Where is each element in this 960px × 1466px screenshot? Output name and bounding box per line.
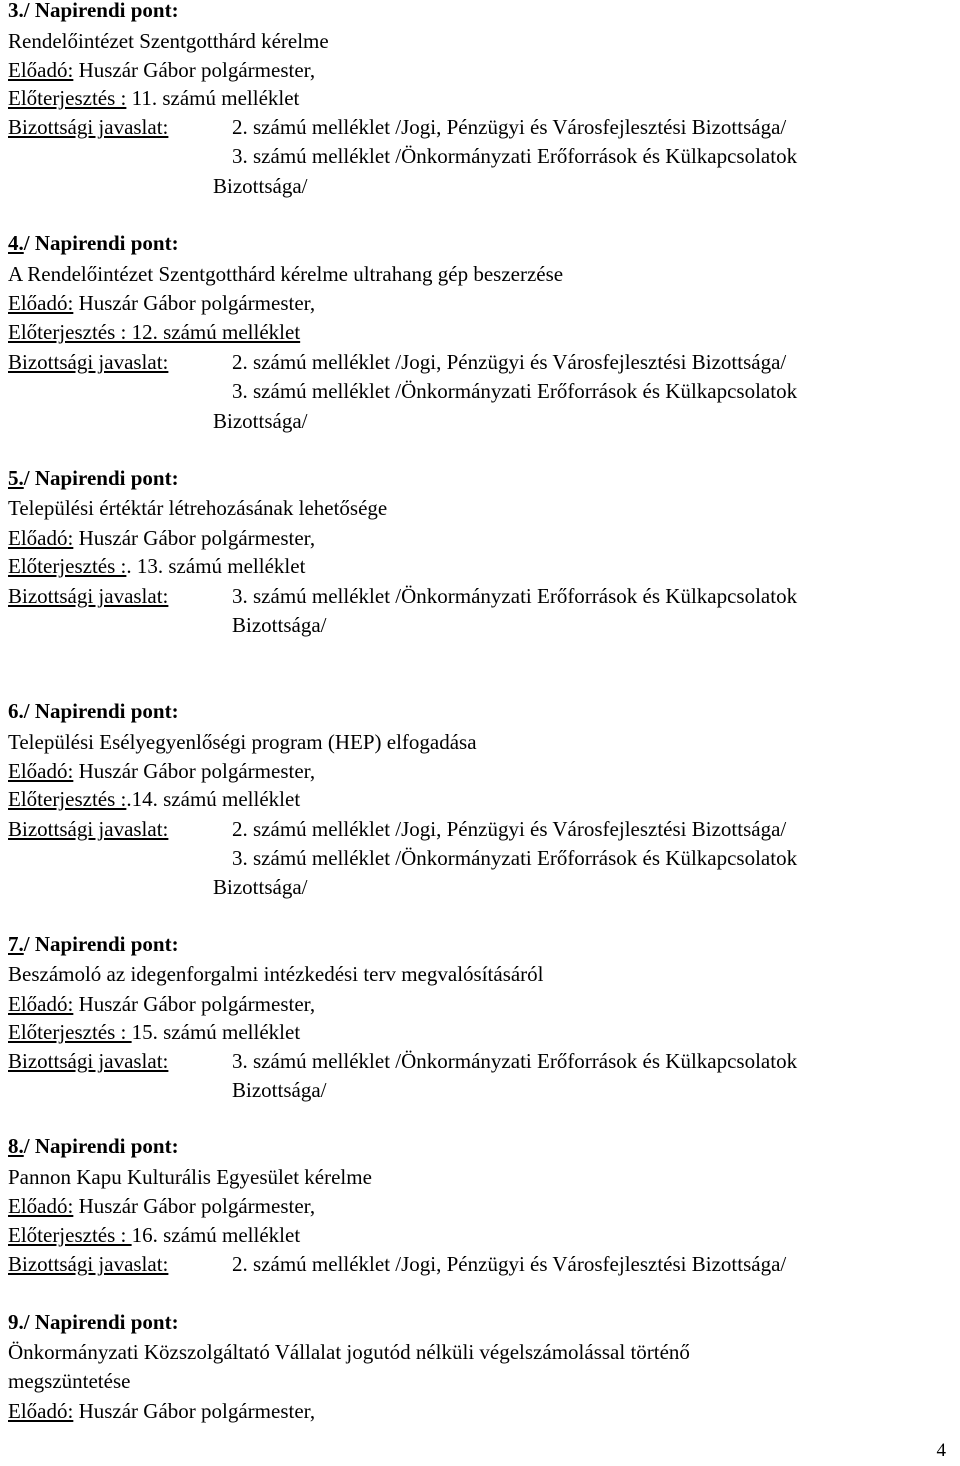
presenter-line: Előadó: Huszár Gábor polgármester, bbox=[8, 58, 316, 82]
agenda-heading: 5./ Napirendi pont: bbox=[8, 466, 179, 490]
agenda-title: megszüntetése bbox=[8, 1369, 131, 1393]
submission-line: Előterjesztés : 15. számú melléklet bbox=[8, 1020, 301, 1044]
submission-line: Előterjesztés : 11. számú melléklet bbox=[8, 86, 300, 110]
presenter-line: Előadó: Huszár Gábor polgármester, bbox=[8, 1194, 316, 1218]
agenda-title: Önkormányzati Közszolgáltató Vállalat jogutód nélküli végelszámolással történő bbox=[8, 1340, 690, 1364]
agenda-heading: 3./ Napirendi pont: bbox=[8, 0, 179, 22]
committee-line: 2. számú melléklet /Jogi, Pénzügyi és Városfejlesztési Bizottsága/ bbox=[232, 350, 787, 374]
committee-line: Bizottsága/ bbox=[232, 1078, 327, 1102]
presenter-line: Előadó: Huszár Gábor polgármester, bbox=[8, 992, 316, 1016]
committee-line: 3. számú melléklet /Önkormányzati Erőforrások és Külkapcsolatok bbox=[232, 144, 798, 168]
agenda-heading: 7./ Napirendi pont: bbox=[8, 932, 179, 956]
committee-label: Bizottsági javaslat: bbox=[8, 817, 169, 841]
presenter-line: Előadó: Huszár Gábor polgármester, bbox=[8, 291, 316, 315]
committee-line: 2. számú melléklet /Jogi, Pénzügyi és Városfejlesztési Bizottsága/ bbox=[232, 115, 787, 139]
agenda-heading: 9./ Napirendi pont: bbox=[8, 1310, 179, 1334]
committee-line: Bizottsága/ bbox=[213, 174, 308, 198]
agenda-title: Települési Esélyegyenlőségi program (HEP) elfogadása bbox=[8, 730, 477, 754]
committee-line: 3. számú melléklet /Önkormányzati Erőforrások és Külkapcsolatok bbox=[232, 584, 798, 608]
agenda-title: A Rendelőintézet Szentgotthárd kérelme ultrahang gép beszerzése bbox=[8, 262, 564, 286]
committee-line: 3. számú melléklet /Önkormányzati Erőforrások és Külkapcsolatok bbox=[232, 1049, 798, 1073]
agenda-heading: 4./ Napirendi pont: bbox=[8, 231, 179, 255]
agenda-heading: 8./ Napirendi pont: bbox=[8, 1134, 179, 1158]
agenda-title: Rendelőintézet Szentgotthárd kérelme bbox=[8, 29, 329, 53]
agenda-heading: 6./ Napirendi pont: bbox=[8, 699, 179, 723]
committee-label: Bizottsági javaslat: bbox=[8, 584, 169, 608]
committee-label: Bizottsági javaslat: bbox=[8, 350, 169, 374]
committee-line: 2. számú melléklet /Jogi, Pénzügyi és Városfejlesztési Bizottsága/ bbox=[232, 1252, 787, 1276]
committee-label: Bizottsági javaslat: bbox=[8, 1049, 169, 1073]
agenda-title: Települési értéktár létrehozásának lehetősége bbox=[8, 496, 388, 520]
committee-line: 3. számú melléklet /Önkormányzati Erőforrások és Külkapcsolatok bbox=[232, 846, 798, 870]
presenter-line: Előadó: Huszár Gábor polgármester, bbox=[8, 759, 316, 783]
agenda-title: Pannon Kapu Kulturális Egyesület kérelme bbox=[8, 1165, 372, 1189]
submission-line: Előterjesztés :. 13. számú melléklet bbox=[8, 554, 306, 578]
committee-line: 3. számú melléklet /Önkormányzati Erőforrások és Külkapcsolatok bbox=[232, 379, 798, 403]
submission-line: Előterjesztés :.14. számú melléklet bbox=[8, 787, 301, 811]
committee-line: 2. számú melléklet /Jogi, Pénzügyi és Városfejlesztési Bizottsága/ bbox=[232, 817, 787, 841]
committee-label: Bizottsági javaslat: bbox=[8, 115, 169, 139]
page-number: 4 bbox=[936, 1440, 946, 1461]
submission-line: Előterjesztés : 16. számú melléklet bbox=[8, 1223, 301, 1247]
agenda-title: Beszámoló az idegenforgalmi intézkedési terv megvalósításáról bbox=[8, 962, 544, 986]
committee-line: Bizottsága/ bbox=[213, 409, 308, 433]
committee-label: Bizottsági javaslat: bbox=[8, 1252, 169, 1276]
presenter-line: Előadó: Huszár Gábor polgármester, bbox=[8, 526, 316, 550]
committee-line: Bizottsága/ bbox=[213, 875, 308, 899]
submission-line: Előterjesztés : 12. számú melléklet bbox=[8, 320, 301, 344]
committee-line: Bizottsága/ bbox=[232, 613, 327, 637]
presenter-line: Előadó: Huszár Gábor polgármester, bbox=[8, 1399, 316, 1423]
